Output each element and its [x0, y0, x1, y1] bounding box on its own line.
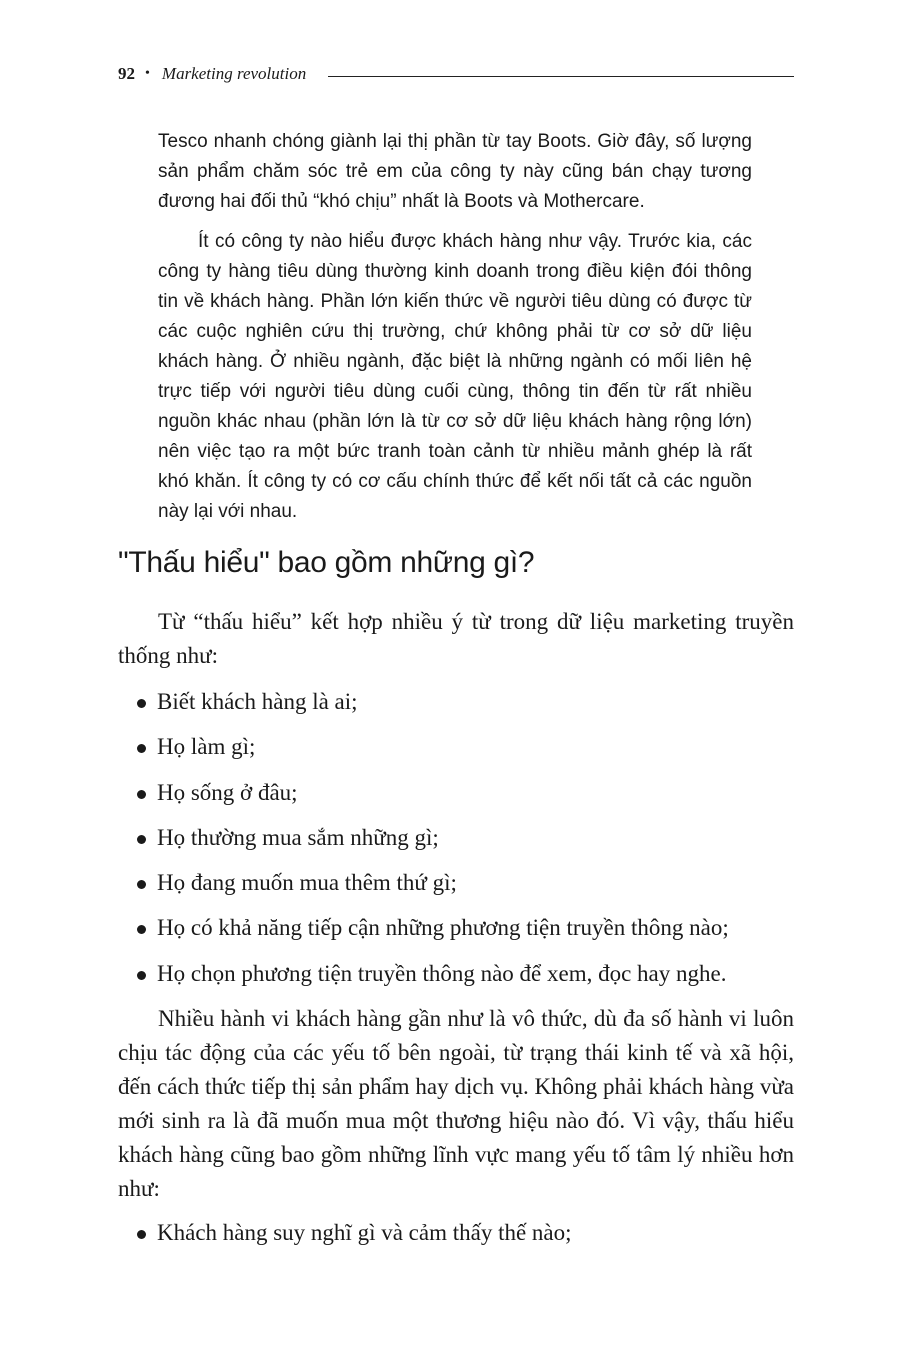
bullet-icon: [137, 880, 146, 889]
bullet-icon: [137, 1230, 146, 1239]
bullet-icon: [137, 925, 146, 934]
list-item: Họ thường mua sắm những gì;: [118, 821, 794, 855]
running-header: [118, 62, 794, 86]
paragraph-customer-knowledge: Ít có công ty nào hiểu được khách hàng như vậy. Trước kia, các công ty hàng tiêu dùng thường kinh doanh trong điều kiện đói thông tin về khách hàng. Phần lớn kiến thức về người tiêu dùng có được từ các cuộc nghiên cứu thị trường, chứ không phải từ cơ sở dữ liệu khách hàng. Ở nhiều ngành, đặc biệt là những ngành có mối liên hệ trực tiếp với người tiêu dùng cuối cùng, thông tin đến từ rất nhiều nguồn khác nhau (phần lớn là từ cơ sở dữ liệu khách hàng rộng lớn) nên việc tạo ra một bức tranh toàn cảnh từ nhiều mảnh ghép là rất khó khăn. Ít công ty có cơ cấu chính thức để kết nối tất cả các nguồn này lại với nhau.: [158, 231, 752, 522]
bullet-list-psychology: [118, 1216, 794, 1261]
list-item: Biết khách hàng là ai;: [118, 685, 794, 719]
bullet-icon: [137, 744, 146, 753]
list-item: Khách hàng suy nghĩ gì và cảm thấy thế nào;: [118, 1216, 794, 1250]
bullet-icon: [137, 790, 146, 799]
intro-paragraph: Từ “thấu hiểu” kết hợp nhiều ý từ trong dữ liệu marketing truyền thống như:: [118, 609, 794, 668]
list-item: Họ sống ở đâu;: [118, 776, 794, 810]
bullet-icon: [137, 835, 146, 844]
header-separator: •: [145, 66, 150, 81]
body-paragraph-psychology: Nhiều hành vi khách hàng gần như là vô thức, dù đa số hành vi luôn chịu tác động của các yếu tố bên ngoài, từ trạng thái kinh tế và xã hội, đến cách thức tiếp thị sản phẩm hay dịch vụ. Không phải khách hàng vừa mới sinh ra là đã muốn mua một thương hiệu nào đó. Vì vậy, thấu hiểu khách hàng cũng bao gồm những lĩnh vực mang yếu tố tâm lý nhiều hơn như:: [118, 1006, 794, 1201]
list-item: Họ chọn phương tiện truyền thông nào để xem, đọc hay nghe.: [118, 957, 794, 991]
paragraph-tesco: Tesco nhanh chóng giành lại thị phần từ tay Boots. Giờ đây, số lượng sản phẩm chăm sóc trẻ em của công ty này cũng bán chạy tương đương hai đối thủ “khó chịu” nhất là Boots và Mothercare.: [158, 131, 752, 212]
list-item: Họ đang muốn mua thêm thứ gì;: [118, 866, 794, 900]
section-heading: "Thấu hiểu" bao gồm những gì?: [118, 546, 535, 579]
list-item: Họ làm gì;: [118, 730, 794, 764]
running-title: Marketing revolution: [161, 64, 307, 83]
header-rule: [328, 76, 794, 77]
page-number: 92: [118, 64, 135, 83]
list-item: Họ có khả năng tiếp cận những phương tiện truyền thông nào;: [118, 911, 794, 945]
bullet-list-traditional-data: [118, 685, 794, 1002]
bullet-icon: [137, 699, 146, 708]
bullet-icon: [137, 971, 146, 980]
